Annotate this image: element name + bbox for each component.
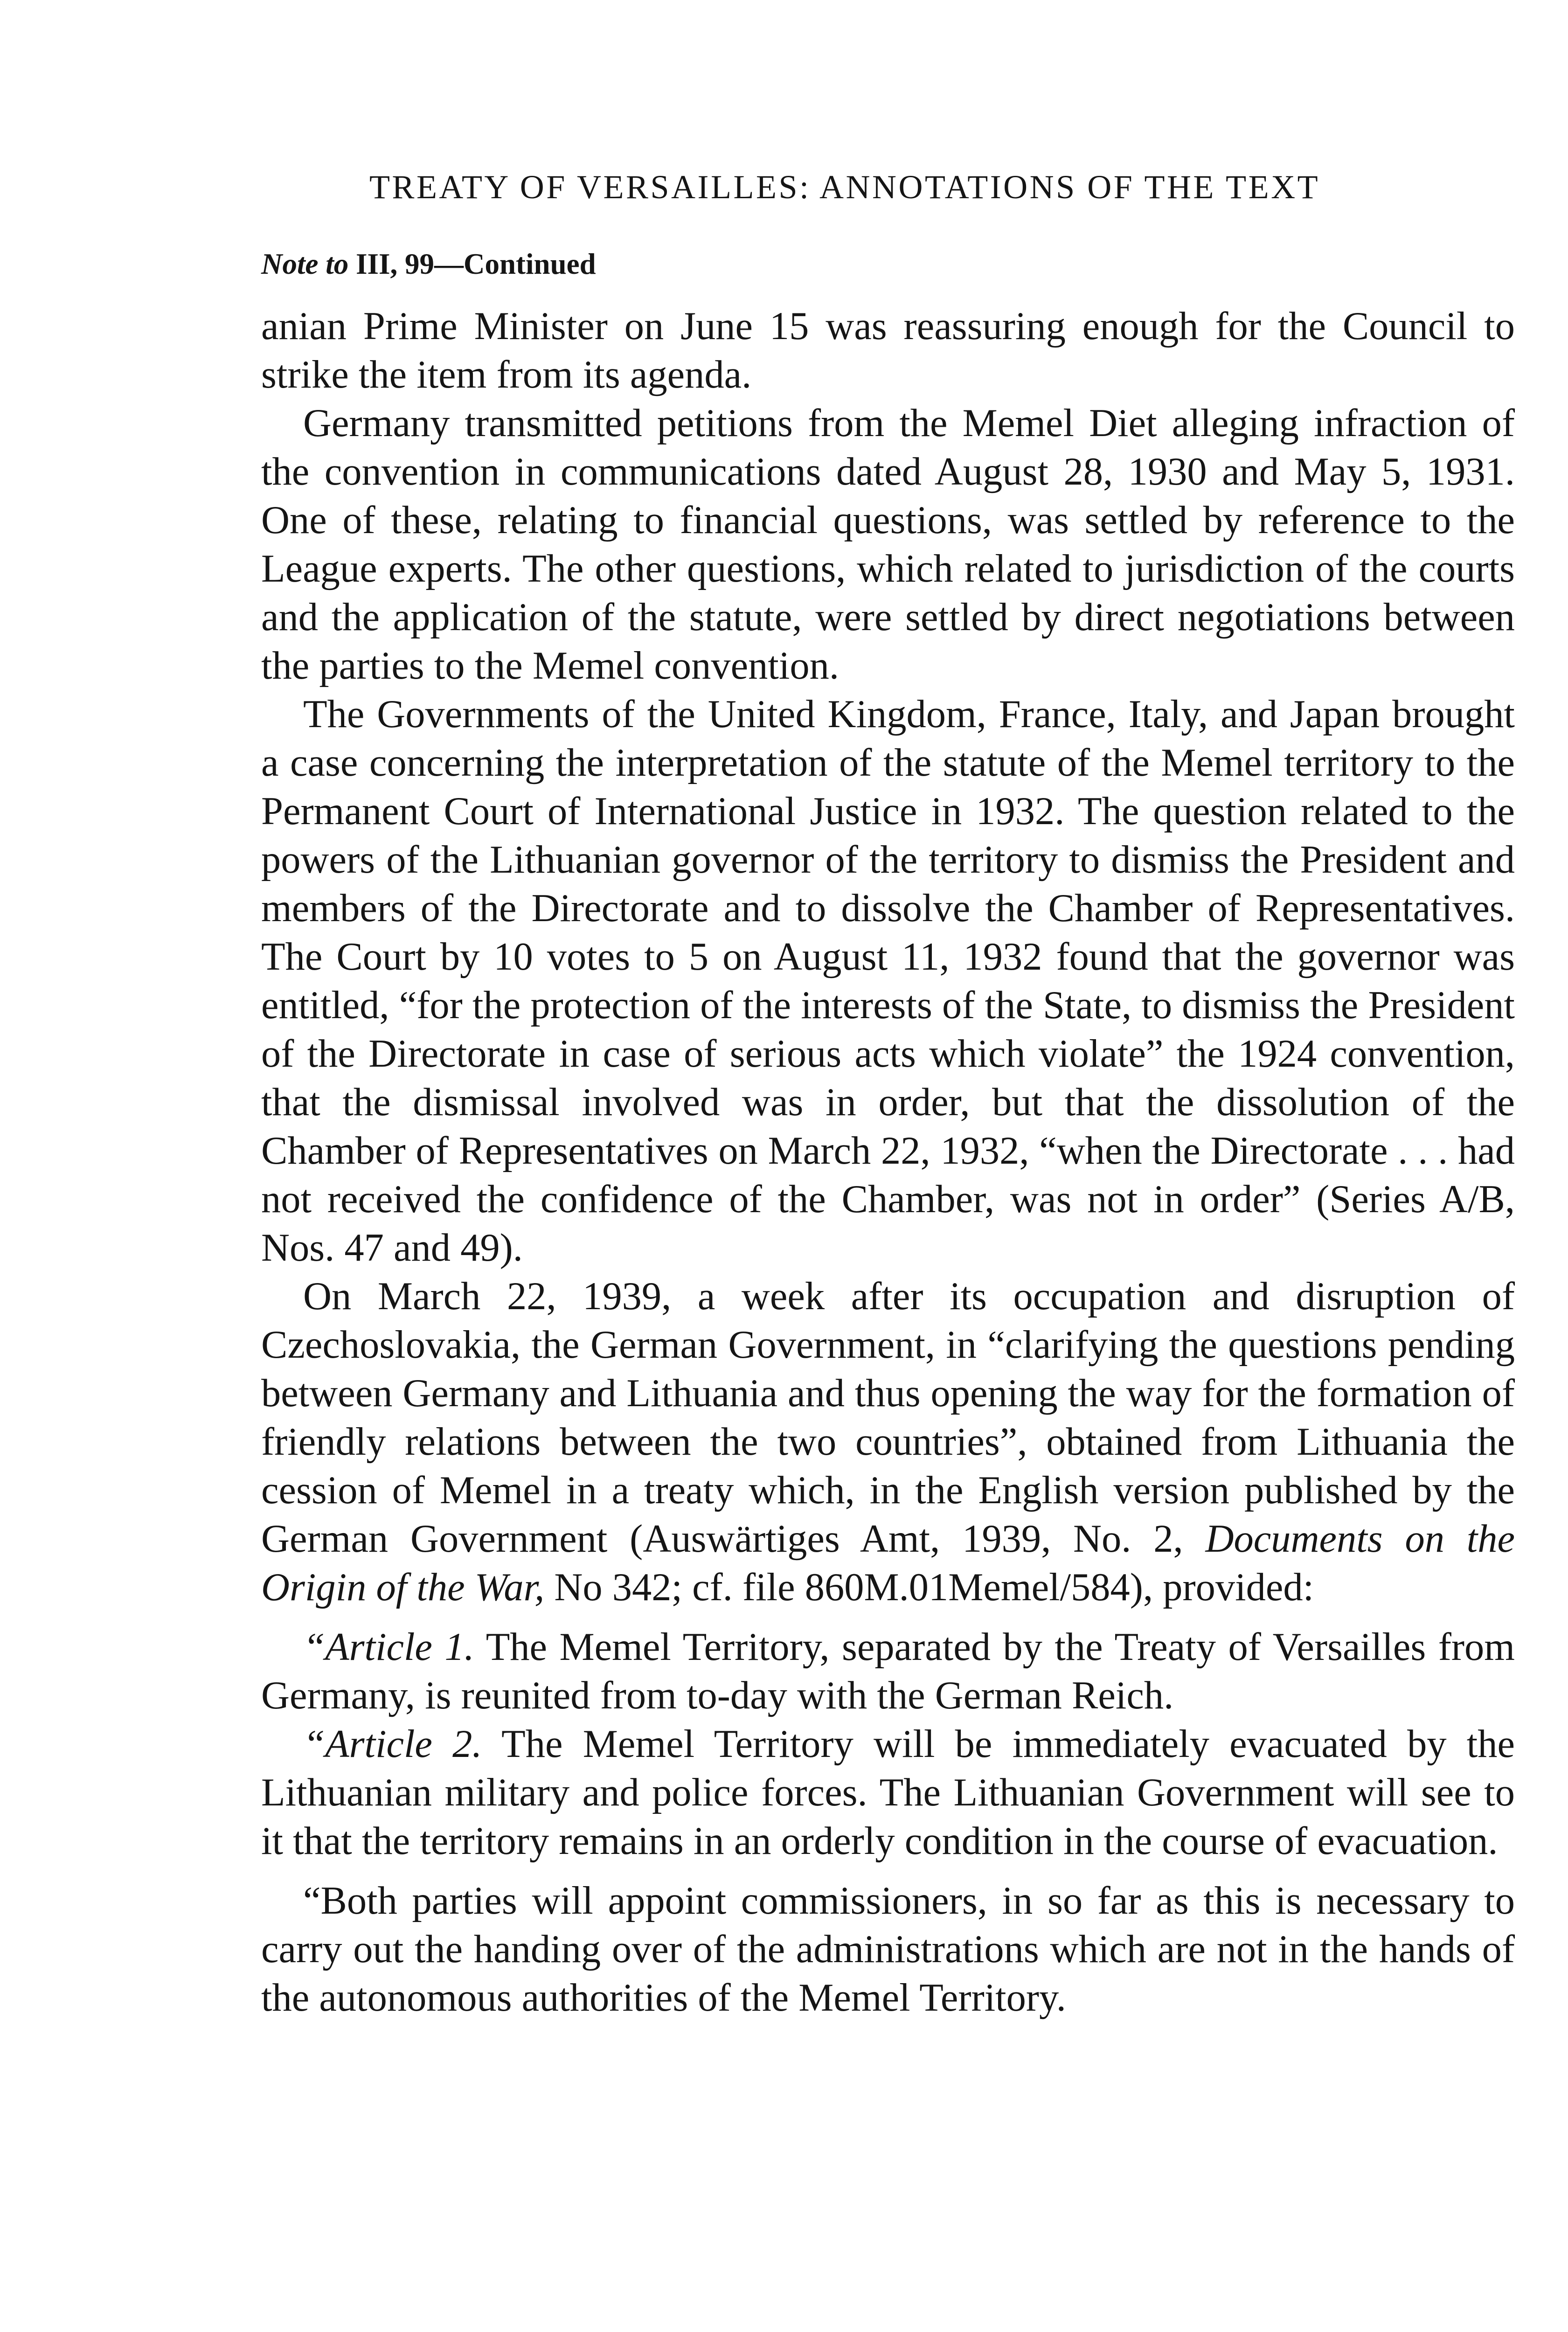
cession-text-after: No 342; cf. file 860M.01Memel/584), provided: [554,1566,1314,1609]
continued-note [261,247,596,281]
paragraph-1939-cession [261,1272,1515,1612]
body-text [261,302,1515,2022]
paragraph-permanent-court-case: The Governments of the United Kingdom, France, Italy, and Japan brought a case concerning the interpretation of the statute of the Memel territory to the Permanent Court of International Justice in 1932. The question related to the powers of the Lithuanian governor of the territory to dismiss the President and members of the Directorate and to dissolve the Chamber of Representatives. The Court by 10 votes to 5 on August 11, 1932 found that the governor was entitled, “for the protection of the interests of the State, to dismiss the President of the Directorate in case of serious acts which violate” the 1924 convention, that the dismissal involved was in order, but that the dissolution of the Chamber of Representatives on March 22, 1932, “when the Directorate . . . had not received the confidence of the Chamber, was not in order” (Series A/B, Nos. 47 and 49). [261,693,1515,1270]
documents-title: Documents on the Origin of the War, [261,1517,1515,1609]
article-2-label: “Article 2. [303,1722,482,1766]
article-1-label: “Article 1. [303,1625,474,1669]
paragraph-commissioners: “Both parties will appoint commissioners, in so far as this is necessary to carry out the handing over of the administrations which are not in the hands of the autonomous authorities of the Memel Territory. [261,1879,1515,2020]
treaty-article-2 [261,1720,1515,1866]
paragraph-continued: anian Prime Minister on June 15 was reassuring enough for the Council to strike the item from its agenda. [261,305,1515,396]
note-prefix: Note to [261,248,349,280]
article-1-text: The Memel Territory, separated by the Treaty of Versailles from Germany, is reunited from to-day with the German Reich. [261,1625,1515,1717]
cession-text-before: On March 22, 1939, a week after its occupation and disruption of Czechoslovakia, the German Government, in “clarifying the questions pending between Germany and Lithuania and thus opening the way for the formation of friendly relations between the two countries”, obtained from Lithuania the cession of Memel in a treaty which, in the English version published by the German Government (Auswärtiges Amt, 1939, No. 2, [261,1275,1515,1561]
paragraph-memel-diet-petitions: Germany transmitted petitions from the Memel Diet alleging infraction of the convention in communications dated August 28, 1930 and May 5, 1931. One of these, relating to financial questions, was settled by reference to the League experts. The other questions, which related to jurisdiction of the courts and the application of the statute, were settled by direct negotiations between the parties to the Memel convention. [261,402,1515,687]
article-2-text: The Memel Territory will be immediately evacuated by the Lithuanian military and police forces. The Lithuanian Government will see to it that the territory remains in an orderly condition in the course of evacuation. [261,1722,1515,1863]
note-reference: III, 99—Continued [355,248,596,280]
running-head: TREATY OF VERSAILLES: ANNOTATIONS OF THE TEXT [369,168,1320,206]
treaty-article-1 [261,1623,1515,1720]
